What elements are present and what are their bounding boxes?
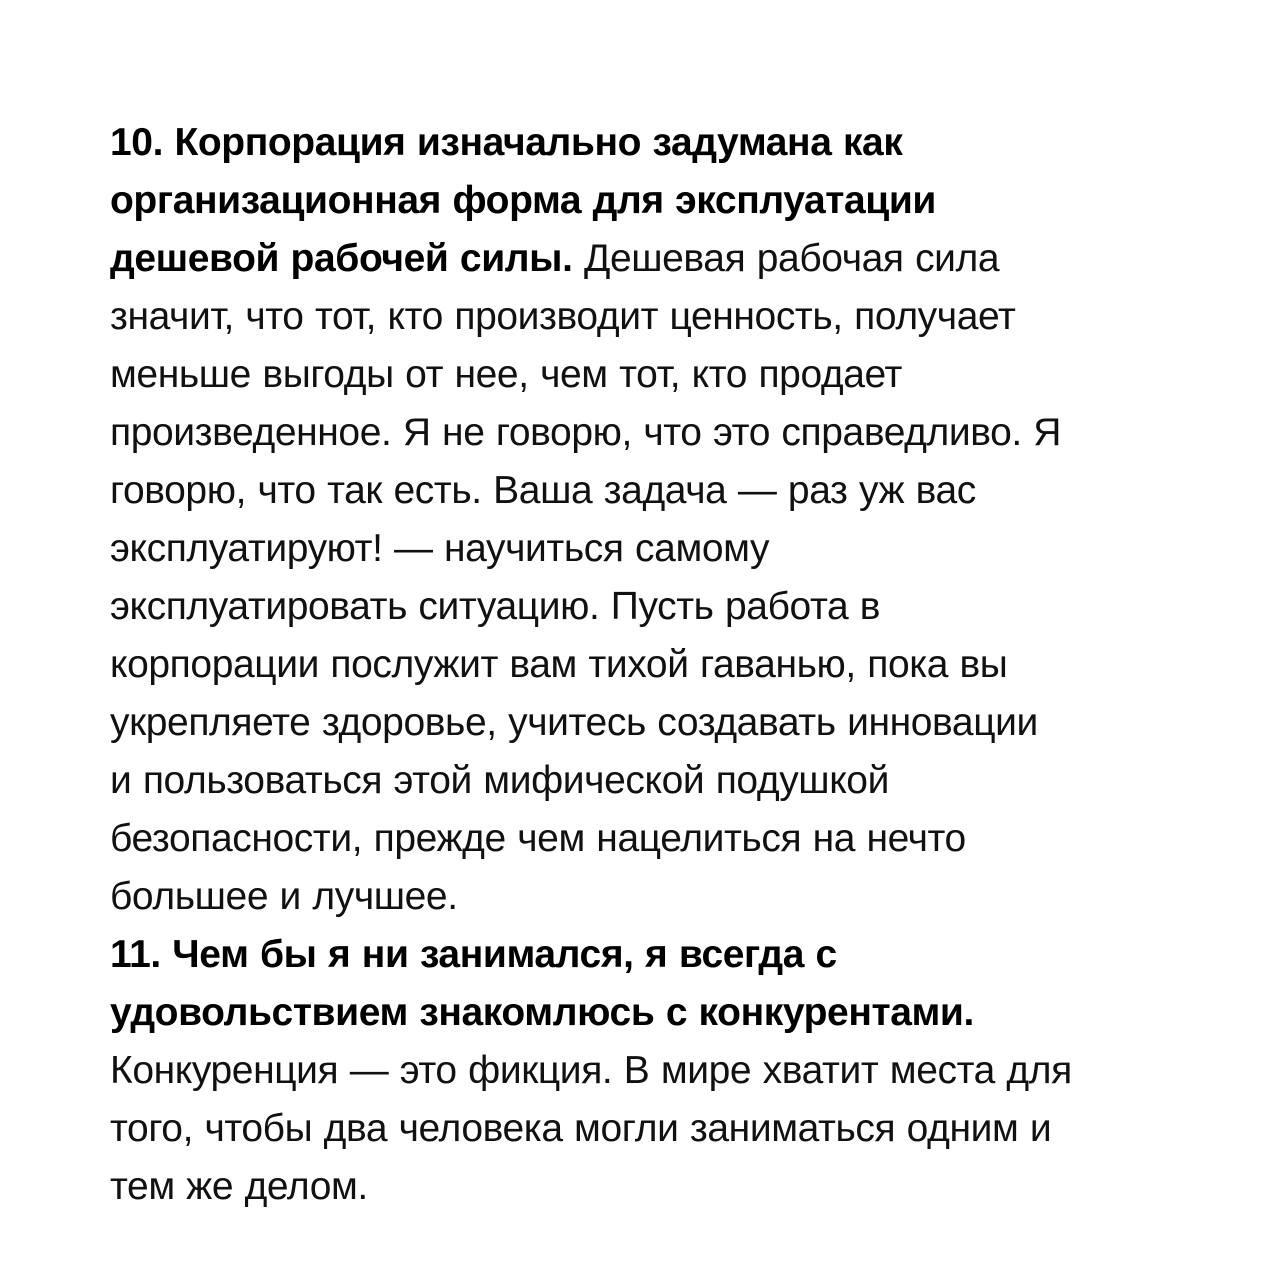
item-body: эксплуатируют! — научиться самому (110, 527, 770, 570)
item-body: корпорации послужит вам тихой гаванью, пока вы (110, 643, 1008, 686)
text-line (110, 868, 1230, 926)
text-line (110, 984, 1230, 1042)
list-item-10 (110, 114, 1230, 926)
item-body: говорю, что так есть. Ваша задача — раз уж вас (110, 469, 976, 512)
text-line (110, 578, 1230, 636)
document-page (110, 114, 1230, 1216)
list-item-11 (110, 926, 1230, 1216)
text-line (110, 926, 1230, 984)
text-line (110, 636, 1230, 694)
item-body: Конкуренция — это фикция. В мире хватит места для (110, 1049, 1072, 1092)
item-body: эксплуатировать ситуацию. Пусть работа в (110, 585, 881, 628)
item-body: и пользоваться этой мифической подушкой (110, 759, 889, 802)
text-line (110, 462, 1230, 520)
text-line (110, 1042, 1230, 1100)
text-line (110, 810, 1230, 868)
item-body: безопасности, прежде чем нацелиться на нечто (110, 817, 966, 860)
text-line (110, 520, 1230, 578)
text-line (110, 404, 1230, 462)
item-body: укрепляете здоровье, учитесь создавать инновации (110, 701, 1038, 744)
item-heading: удовольствием знакомлюсь с конкурентами. (110, 991, 974, 1034)
item-body: произведенное. Я не говорю, что это справедливо. Я (110, 411, 1062, 454)
text-line (110, 288, 1230, 346)
item-body: тем же делом. (110, 1165, 368, 1208)
text-line (110, 1100, 1230, 1158)
item-body: меньше выгоды от нее, чем тот, кто продает (110, 353, 902, 396)
text-line (110, 114, 1230, 172)
item-heading: организационная форма для эксплуатации (110, 179, 936, 222)
item-body: большее и лучшее. (110, 875, 458, 918)
item-heading: дешевой рабочей силы. (110, 237, 573, 280)
text-line (110, 230, 1230, 288)
text-line (110, 694, 1230, 752)
text-line (110, 752, 1230, 810)
text-line (110, 346, 1230, 404)
item-body: значит, что тот, кто производит ценность, получает (110, 295, 1016, 338)
item-heading: 11. Чем бы я ни занимался, я всегда с (110, 933, 837, 976)
item-body: Дешевая рабочая сила (572, 237, 1000, 280)
item-body: того, чтобы два человека могли заниматься одним и (110, 1107, 1052, 1150)
text-line (110, 1158, 1230, 1216)
text-line (110, 172, 1230, 230)
item-heading: 10. Корпорация изначально задумана как (110, 121, 903, 164)
